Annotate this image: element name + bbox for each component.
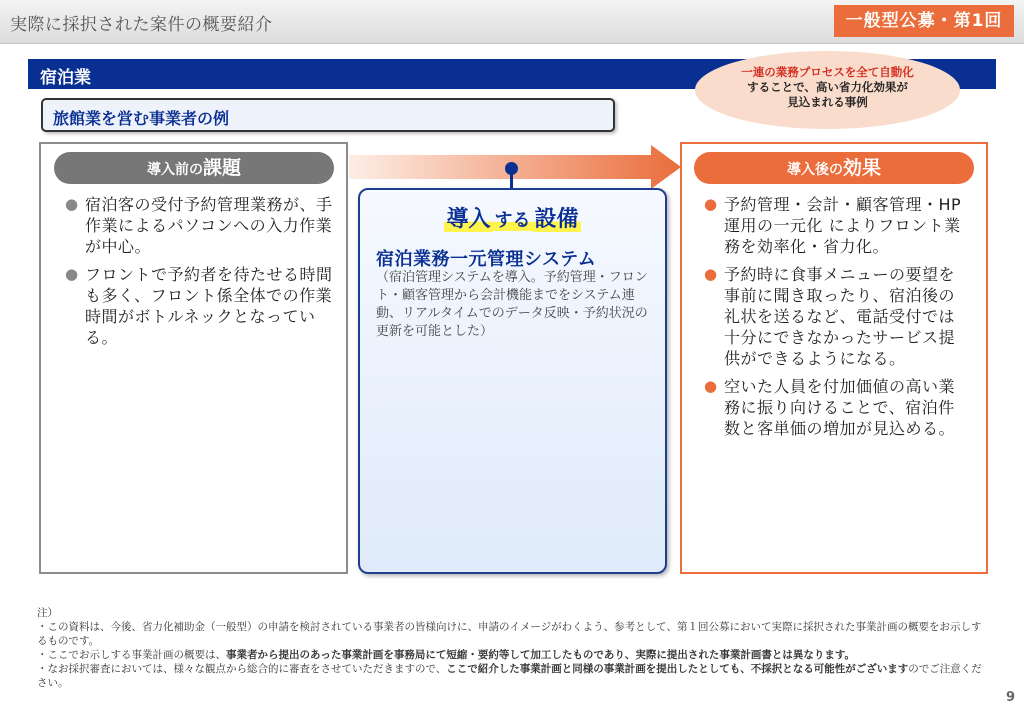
bullet-dot-icon: ● <box>704 195 718 213</box>
notes-heading: 注） <box>37 607 58 619</box>
header-bar <box>0 0 1024 44</box>
notes-line-2 <box>37 648 987 662</box>
bullet-dot-icon: ● <box>704 265 718 283</box>
before-panel <box>39 142 348 574</box>
system-description: （宿泊管理システムを導入。予約管理・フロント・顧客管理から会計機能までをシステム連動、リアルタイムでのデータ反映・予約状況の更新を可能とした） <box>376 270 648 339</box>
page-number: 9 <box>1006 690 1016 705</box>
equipment-panel <box>358 188 667 574</box>
system-name: 宿泊業務一元管理システム <box>376 249 597 270</box>
before-bullet-list <box>65 194 335 355</box>
example-box <box>41 98 615 132</box>
connector-line <box>510 170 513 190</box>
industry-label: 宿泊業 <box>40 68 91 88</box>
round-badge: 一般型公募・第1回 <box>834 5 1014 37</box>
after-pill-big: 効果 <box>842 157 881 179</box>
example-label: 旅館業を営む事業者の例 <box>53 109 230 128</box>
bullet-dot-icon: ● <box>65 265 79 283</box>
after-bullet-text: 空いた人員を付加価値の高い業務に振り向けることで、宿泊件数と客単価の増加が見込める。 <box>724 377 956 438</box>
equipment-heading-a: 導入 <box>446 207 491 232</box>
notes-line-3 <box>37 662 987 690</box>
before-pill-big: 課題 <box>202 157 241 179</box>
equipment-heading-c: 設備 <box>534 207 579 232</box>
notes-line-3-c: のでご注意ください。 <box>37 663 982 689</box>
before-bullet-text: 宿泊客の受付予約管理業務が、手作業によるパソコンへの入力作業が中心。 <box>85 195 333 256</box>
notes-line-3-a: ・なお採択審査においては、様々な観点から総合的に審査をさせていただきますので、 <box>37 663 447 675</box>
callout-line-2: することで、高い省力化効果が <box>747 80 908 94</box>
after-bullet-2 <box>704 264 964 369</box>
footnotes <box>37 606 987 690</box>
callout-line-3: 見込まれる事例 <box>787 95 868 109</box>
before-pill-small: 導入前の <box>146 162 203 178</box>
notes-line-1: ・この資料は、今後、省力化補助金（一般型）の申請を検討されている事業者の皆様向けに、申請のイメージがわくよう、参考として、第１回公募において実際に採択された事業計画の概要をお示しするものです。 <box>37 621 982 647</box>
bullet-dot-icon: ● <box>65 195 79 213</box>
before-pill <box>54 152 334 184</box>
before-bullet-1 <box>65 194 335 257</box>
notes-line-2-b: 事業者から提出のあった事業計画を事務局にて短縮・要約等して加工したものであり、実際に提出された事業計画書とは異なります。 <box>226 649 856 661</box>
before-bullet-text: フロントで予約者を待たせる時間も多く、フロント係全体での作業時間がボトルネックとなっている。 <box>85 265 333 347</box>
after-bullet-3 <box>704 376 964 439</box>
after-pill-small: 導入後の <box>786 162 843 178</box>
callout-line-1: 一連の業務プロセスを全て自動化 <box>741 65 914 79</box>
notes-line-3-b: ここで紹介した事業計画と同様の事業計画を提出したとしても、不採択となる可能性がございます <box>446 663 909 675</box>
after-bullet-1 <box>704 194 964 257</box>
bullet-dot-icon: ● <box>704 377 718 395</box>
after-pill <box>694 152 974 184</box>
before-bullet-2 <box>65 264 335 348</box>
after-bullet-text: 予約管理・会計・顧客管理・HP運用の一元化 によりフロント業務を効率化・省力化。 <box>724 195 962 256</box>
page-title: 実際に採択された案件の概要紹介 <box>10 15 273 35</box>
callout-ellipse <box>695 51 960 129</box>
after-bullet-list <box>704 194 964 446</box>
after-panel <box>680 142 988 574</box>
equipment-heading-b: する <box>494 210 531 231</box>
after-bullet-text: 予約時に食事メニューの要望を事前に聞き取ったり、宿泊後の礼状を送るなど、電話受付では十分にできなかったサービス提供ができるようになる。 <box>724 265 956 368</box>
equipment-heading <box>360 202 665 233</box>
notes-line-2-a: ・ここでお示しする事業計画の概要は、 <box>37 649 226 661</box>
